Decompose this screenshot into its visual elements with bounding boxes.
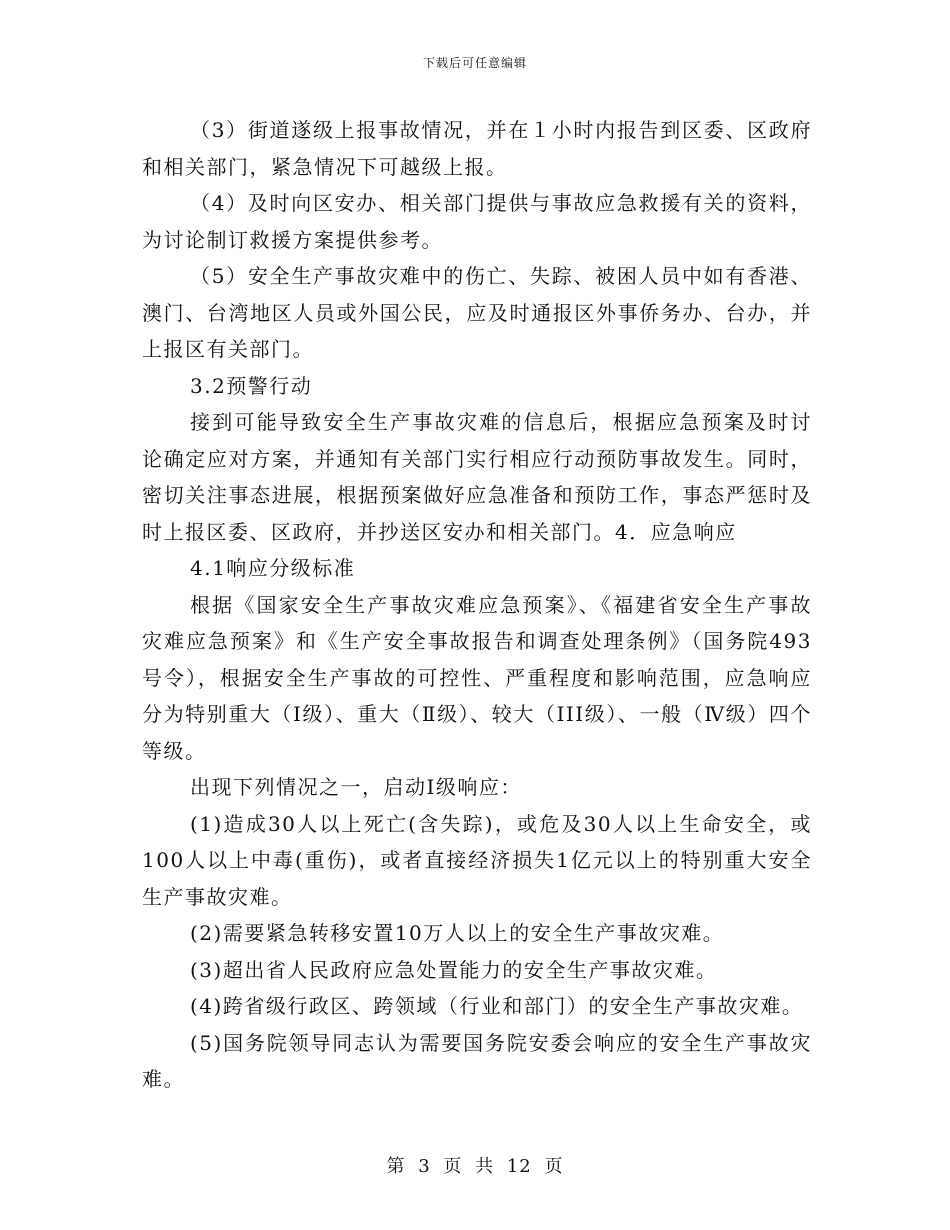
paragraph-report-escalation: （3）街道遂级上报事故情况，并在１小时内报告到区委、区政府和相关部门，紧急情况下可越级上报。 (142, 118, 812, 179)
paragraph-level-one-trigger: 出现下列情况之一，启动Ⅰ级响应： (190, 775, 522, 799)
list-item-criterion-4: (4)跨省级行政区、跨领域（行业和部门）的安全生产事故灾难。 (190, 994, 804, 1018)
section-heading-early-warning: 3.2预警行动 (190, 373, 313, 398)
list-item-criterion-3: (3)超出省人民政府应急处置能力的安全生产事故灾难。 (190, 957, 718, 982)
list-item-criterion-5: (5)国务院领导同志认为需要国务院安委会响应的安全生产事故灾难。 (142, 1030, 812, 1091)
section-heading-response-levels: 4.1响应分级标准 (190, 556, 356, 580)
list-item-criterion-2: (2)需要紧急转移安置10万人以上的安全生产事故灾难。 (190, 921, 725, 945)
paragraph-early-warning: 接到可能导致安全生产事故灾难的信息后，根据应急预案及时讨论确定应对方案，并通知有关部门实行相应行动预防事故发生。同时，密切关注事态进展，根据预案做好应急准备和预防工作，事态严惩时及时上报区委、区政府，并抄送区安办和相关部门。4．应急响应 (142, 410, 812, 544)
paragraph-response-levels: 根据《国家安全生产事故灾难应急预案》、《福建省安全生产事故灾难应急预案》和《生产安全事故报告和调查处理条例》（国务院493号令），根据安全生产事故的可控性、严重程度和影响范围，应急响应分为特别重大（Ⅰ级）、重大（Ⅱ级）、较大（III级）、一般（Ⅳ级）四个等级。 (142, 592, 812, 763)
paragraph-provide-materials: （4）及时向区安办、相关部门提供与事故应急救援有关的资料，为讨论制订救援方案提供参考。 (142, 191, 812, 252)
paragraph-foreign-personnel: （5）安全生产事故灾难中的伤亡、失踪、被困人员中如有香港、澳门、台湾地区人员或外国公民，应及时通报区外事侨务办、台办，并上报区有关部门。 (142, 264, 812, 361)
page-number-footer: 第 3 页 共 12 页 (386, 1156, 564, 1177)
document-body (142, 112, 812, 1098)
header-note: 下载后可任意编辑 (422, 56, 527, 70)
list-item-criterion-1: (1)造成30人以上死亡(含失踪)，或危及30人以上生命安全，或100人以上中毒(重伤)，或者直接经济损失1亿元以上的特别重大安全生产事故灾难。 (142, 811, 812, 909)
